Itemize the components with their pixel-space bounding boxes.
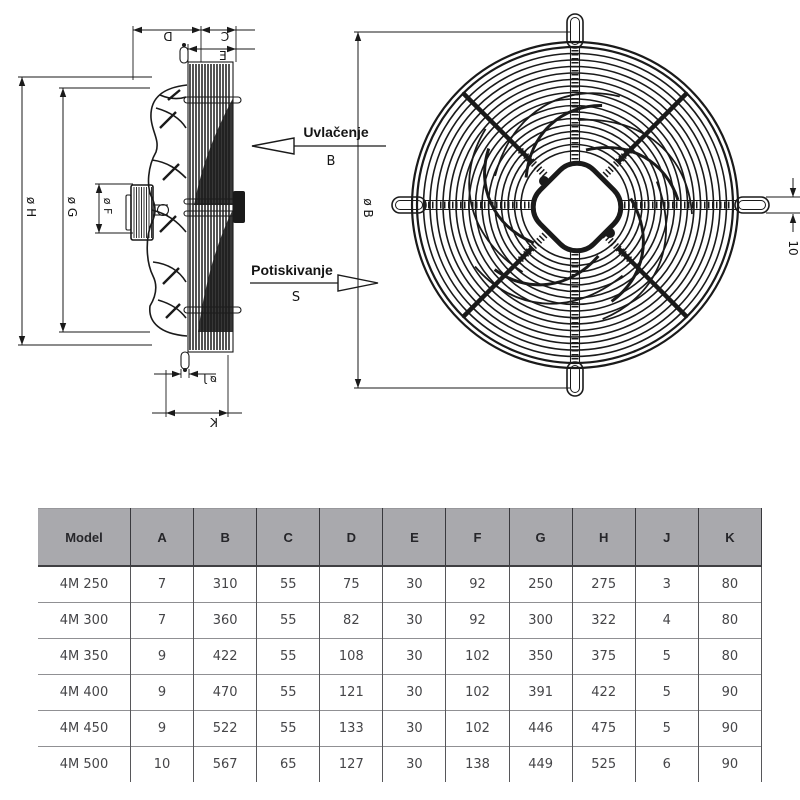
value-cell: 30: [383, 675, 446, 711]
value-cell: 102: [446, 711, 509, 747]
dim-top: [133, 26, 255, 80]
column-header-a: A: [131, 509, 194, 567]
dim-label-f: [101, 198, 114, 215]
value-cell: 80: [698, 603, 761, 639]
value-cell: 30: [383, 711, 446, 747]
table-row: [38, 603, 762, 639]
value-cell: 322: [572, 603, 635, 639]
spec-table: [38, 508, 762, 782]
value-cell: 9: [131, 639, 194, 675]
svg-text:D: D: [163, 30, 173, 44]
dim-tab-thickness: [766, 178, 800, 256]
fan-side-view: [18, 26, 255, 430]
value-cell: 108: [320, 639, 383, 675]
value-cell: 30: [383, 639, 446, 675]
value-cell: 6: [635, 747, 698, 783]
model-cell: 4M 350: [38, 639, 131, 675]
dim-label-c: [221, 30, 229, 44]
svg-text:10: 10: [786, 240, 800, 256]
value-cell: 310: [194, 566, 257, 603]
column-header-b: B: [194, 509, 257, 567]
svg-text:ø H: ø H: [24, 196, 38, 218]
dim-label-h: [24, 197, 38, 217]
svg-text:ø F: ø F: [101, 197, 114, 215]
spec-table-head: [38, 509, 762, 567]
dim-label-d: [163, 30, 172, 44]
value-cell: 65: [257, 747, 320, 783]
spec-table-body: [38, 566, 762, 782]
value-cell: 391: [509, 675, 572, 711]
value-cell: 7: [131, 603, 194, 639]
value-cell: 422: [194, 639, 257, 675]
value-cell: 55: [257, 711, 320, 747]
value-cell: 250: [509, 566, 572, 603]
value-cell: 522: [194, 711, 257, 747]
value-cell: 30: [383, 747, 446, 783]
value-cell: 360: [194, 603, 257, 639]
model-cell: 4M 250: [38, 566, 131, 603]
value-cell: 90: [698, 711, 761, 747]
value-cell: 525: [572, 747, 635, 783]
discharge-label: Potiskivanje: [251, 262, 333, 278]
value-cell: 475: [572, 711, 635, 747]
table-row: [38, 711, 762, 747]
column-header-f: F: [446, 509, 509, 567]
value-cell: 446: [509, 711, 572, 747]
value-cell: 55: [257, 566, 320, 603]
value-cell: 30: [383, 603, 446, 639]
value-cell: 80: [698, 639, 761, 675]
value-cell: 350: [509, 639, 572, 675]
value-cell: 102: [446, 639, 509, 675]
guard-grille-side: [180, 43, 245, 372]
value-cell: 80: [698, 566, 761, 603]
value-cell: 9: [131, 711, 194, 747]
value-cell: 300: [509, 603, 572, 639]
model-cell: 4M 500: [38, 747, 131, 783]
dim-label-e: [219, 49, 227, 63]
column-header-h: H: [572, 509, 635, 567]
value-cell: 7: [131, 566, 194, 603]
value-cell: 275: [572, 566, 635, 603]
model-cell: 4M 300: [38, 603, 131, 639]
value-cell: 133: [320, 711, 383, 747]
value-cell: 55: [257, 639, 320, 675]
discharge-code: S: [291, 290, 301, 305]
value-cell: 138: [446, 747, 509, 783]
value-cell: 567: [194, 747, 257, 783]
value-cell: 10: [131, 747, 194, 783]
value-cell: 422: [572, 675, 635, 711]
hub-assembly: [518, 148, 632, 262]
svg-text:ø G: ø G: [65, 196, 79, 218]
value-cell: 4: [635, 603, 698, 639]
dim-bottom: [152, 355, 242, 430]
model-cell: 4M 450: [38, 711, 131, 747]
dim-left: [18, 77, 152, 345]
value-cell: 470: [194, 675, 257, 711]
value-cell: 55: [257, 603, 320, 639]
value-cell: 102: [446, 675, 509, 711]
column-header-e: E: [383, 509, 446, 567]
column-header-model: Model: [38, 509, 131, 567]
value-cell: 375: [572, 639, 635, 675]
svg-text:K: K: [210, 416, 218, 430]
value-cell: 3: [635, 566, 698, 603]
dim-label-b: [361, 198, 375, 217]
value-cell: 82: [320, 603, 383, 639]
table-row: [38, 675, 762, 711]
column-header-d: D: [320, 509, 383, 567]
svg-text:ø J: ø J: [203, 372, 217, 385]
value-cell: 127: [320, 747, 383, 783]
column-header-c: C: [257, 509, 320, 567]
svg-text:C: C: [220, 30, 230, 44]
discharge-arrow: [250, 262, 378, 305]
intake-label: Uvlačenje: [303, 124, 369, 140]
value-cell: 5: [635, 675, 698, 711]
value-cell: 92: [446, 603, 509, 639]
dim-label-k: [209, 416, 218, 430]
table-row: [38, 747, 762, 783]
dim-label-j: [203, 372, 216, 385]
intake-code: B: [326, 154, 336, 169]
value-cell: 92: [446, 566, 509, 603]
table-row: [38, 566, 762, 603]
header-row: [38, 509, 762, 567]
value-cell: 75: [320, 566, 383, 603]
value-cell: 5: [635, 639, 698, 675]
value-cell: 90: [698, 675, 761, 711]
dim-label-g: [65, 197, 79, 217]
value-cell: 9: [131, 675, 194, 711]
value-cell: 90: [698, 747, 761, 783]
model-cell: 4M 400: [38, 675, 131, 711]
column-header-k: K: [698, 509, 761, 567]
svg-text:ø B: ø B: [361, 198, 375, 218]
intake-arrow: [252, 124, 386, 169]
dim-label-tab: [786, 240, 800, 255]
value-cell: 30: [383, 566, 446, 603]
table-row: [38, 639, 762, 675]
fan-front-view: [354, 14, 800, 396]
value-cell: 449: [509, 747, 572, 783]
value-cell: 121: [320, 675, 383, 711]
svg-text:E: E: [219, 49, 227, 63]
column-header-g: G: [509, 509, 572, 567]
column-header-j: J: [635, 509, 698, 567]
value-cell: 5: [635, 711, 698, 747]
value-cell: 55: [257, 675, 320, 711]
